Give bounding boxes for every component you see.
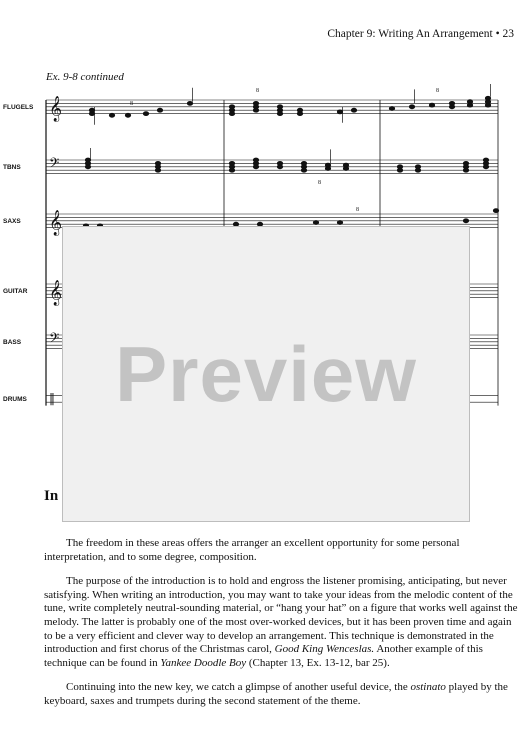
paragraph-2-text-a: The purpose of the introduction is to hold and engross the listener promising, anticipating, but never satisfying. When writing an introduction, you may want to take your ideas from the melodic content of the tune, write completely neutral-sounding material, or “hang your hat” on a figure that works well against the melody. The latter is probably one of the most over-worked devices, but it has been proven time and again to be a very efficient and clever way to develop an arrangement. This technique is demonstrated in the introduction and first chorus of the Christmas carol, [44, 575, 518, 656]
notehead [253, 108, 258, 112]
notehead [467, 103, 472, 107]
octave-mark: 8 [436, 88, 439, 94]
staff-label: DRUMS [3, 395, 27, 403]
notehead [187, 102, 192, 106]
notes [83, 84, 498, 228]
carol-title: Good King Wenceslas. [274, 643, 375, 656]
staff-label: TBNS [3, 163, 21, 171]
notehead [337, 221, 342, 225]
notehead [297, 112, 302, 116]
staff-labels [3, 104, 34, 403]
notehead [463, 168, 468, 172]
preview-watermark: Preview [115, 329, 417, 418]
notehead [389, 107, 394, 111]
octave-mark: 8 [130, 101, 133, 107]
notehead [85, 165, 90, 169]
notehead [449, 105, 454, 109]
notehead [485, 103, 490, 107]
paragraph-1: The freedom in these areas offers the arranger an excellent opportunity for some personal interpretation, and to some degree, composition. [44, 537, 460, 563]
staff-label: GUITAR [3, 287, 28, 295]
notehead [343, 167, 348, 171]
notehead [109, 113, 114, 117]
notehead [301, 168, 306, 172]
notehead [229, 168, 234, 172]
preview-overlay [62, 226, 470, 522]
clefs [49, 96, 62, 406]
paragraph-2 [44, 575, 518, 670]
notehead [143, 112, 148, 116]
body-text [44, 537, 518, 720]
percussion-clef-icon: ‖ [49, 391, 55, 406]
notehead [415, 168, 420, 172]
octave-mark: 8 [356, 207, 359, 213]
paragraph-3 [44, 681, 518, 708]
notehead [277, 165, 282, 169]
song-title: Yankee Doodle Boy [160, 656, 247, 669]
staff-label: SAXS [3, 217, 21, 225]
bass-clef-icon: 𝄢 [49, 155, 60, 175]
octave-mark: 8 [256, 88, 259, 94]
notehead [277, 112, 282, 116]
notehead [397, 168, 402, 172]
paragraph-3-text-b: played by the keyboard, saxes and trumpets during the second statement of the theme. [44, 681, 508, 707]
notehead [409, 105, 414, 109]
bass-clef-icon: 𝄢 [49, 330, 60, 350]
octave-mark: 8 [318, 180, 321, 186]
notehead [483, 165, 488, 169]
treble-clef-icon: 𝄞 [49, 280, 63, 306]
notehead [229, 112, 234, 116]
paragraph-2-text-c: (Chapter 13, Ex. 13-12, bar 25). [246, 656, 390, 669]
paragraph-3-text-a: Continuing into the new key, we catch a glimpse of another useful device, the [66, 681, 411, 694]
treble-clef-icon: 𝄞 [49, 210, 63, 236]
paragraph-2-text-b: Another example of this technique can be found in [44, 643, 483, 669]
staff-label: BASS [3, 338, 22, 346]
notehead [313, 221, 318, 225]
notehead [155, 168, 160, 172]
notehead [463, 219, 468, 223]
treble-clef-icon: 𝄞 [49, 96, 63, 122]
notehead [89, 112, 94, 116]
running-head: Chapter 9: Writing An Arrangement • 23 [327, 28, 514, 40]
ostinato-term: ostinato [410, 681, 446, 694]
notehead [325, 167, 330, 171]
example-caption: Ex. 9-8 continued [46, 71, 124, 83]
notehead [125, 113, 130, 117]
section-heading: In [44, 488, 59, 504]
notehead [429, 103, 434, 107]
staff-label: FLUGELS [3, 103, 34, 111]
notehead [337, 110, 342, 114]
notehead [157, 108, 162, 112]
notehead [351, 108, 356, 112]
notehead [253, 165, 258, 169]
notehead [493, 209, 498, 213]
